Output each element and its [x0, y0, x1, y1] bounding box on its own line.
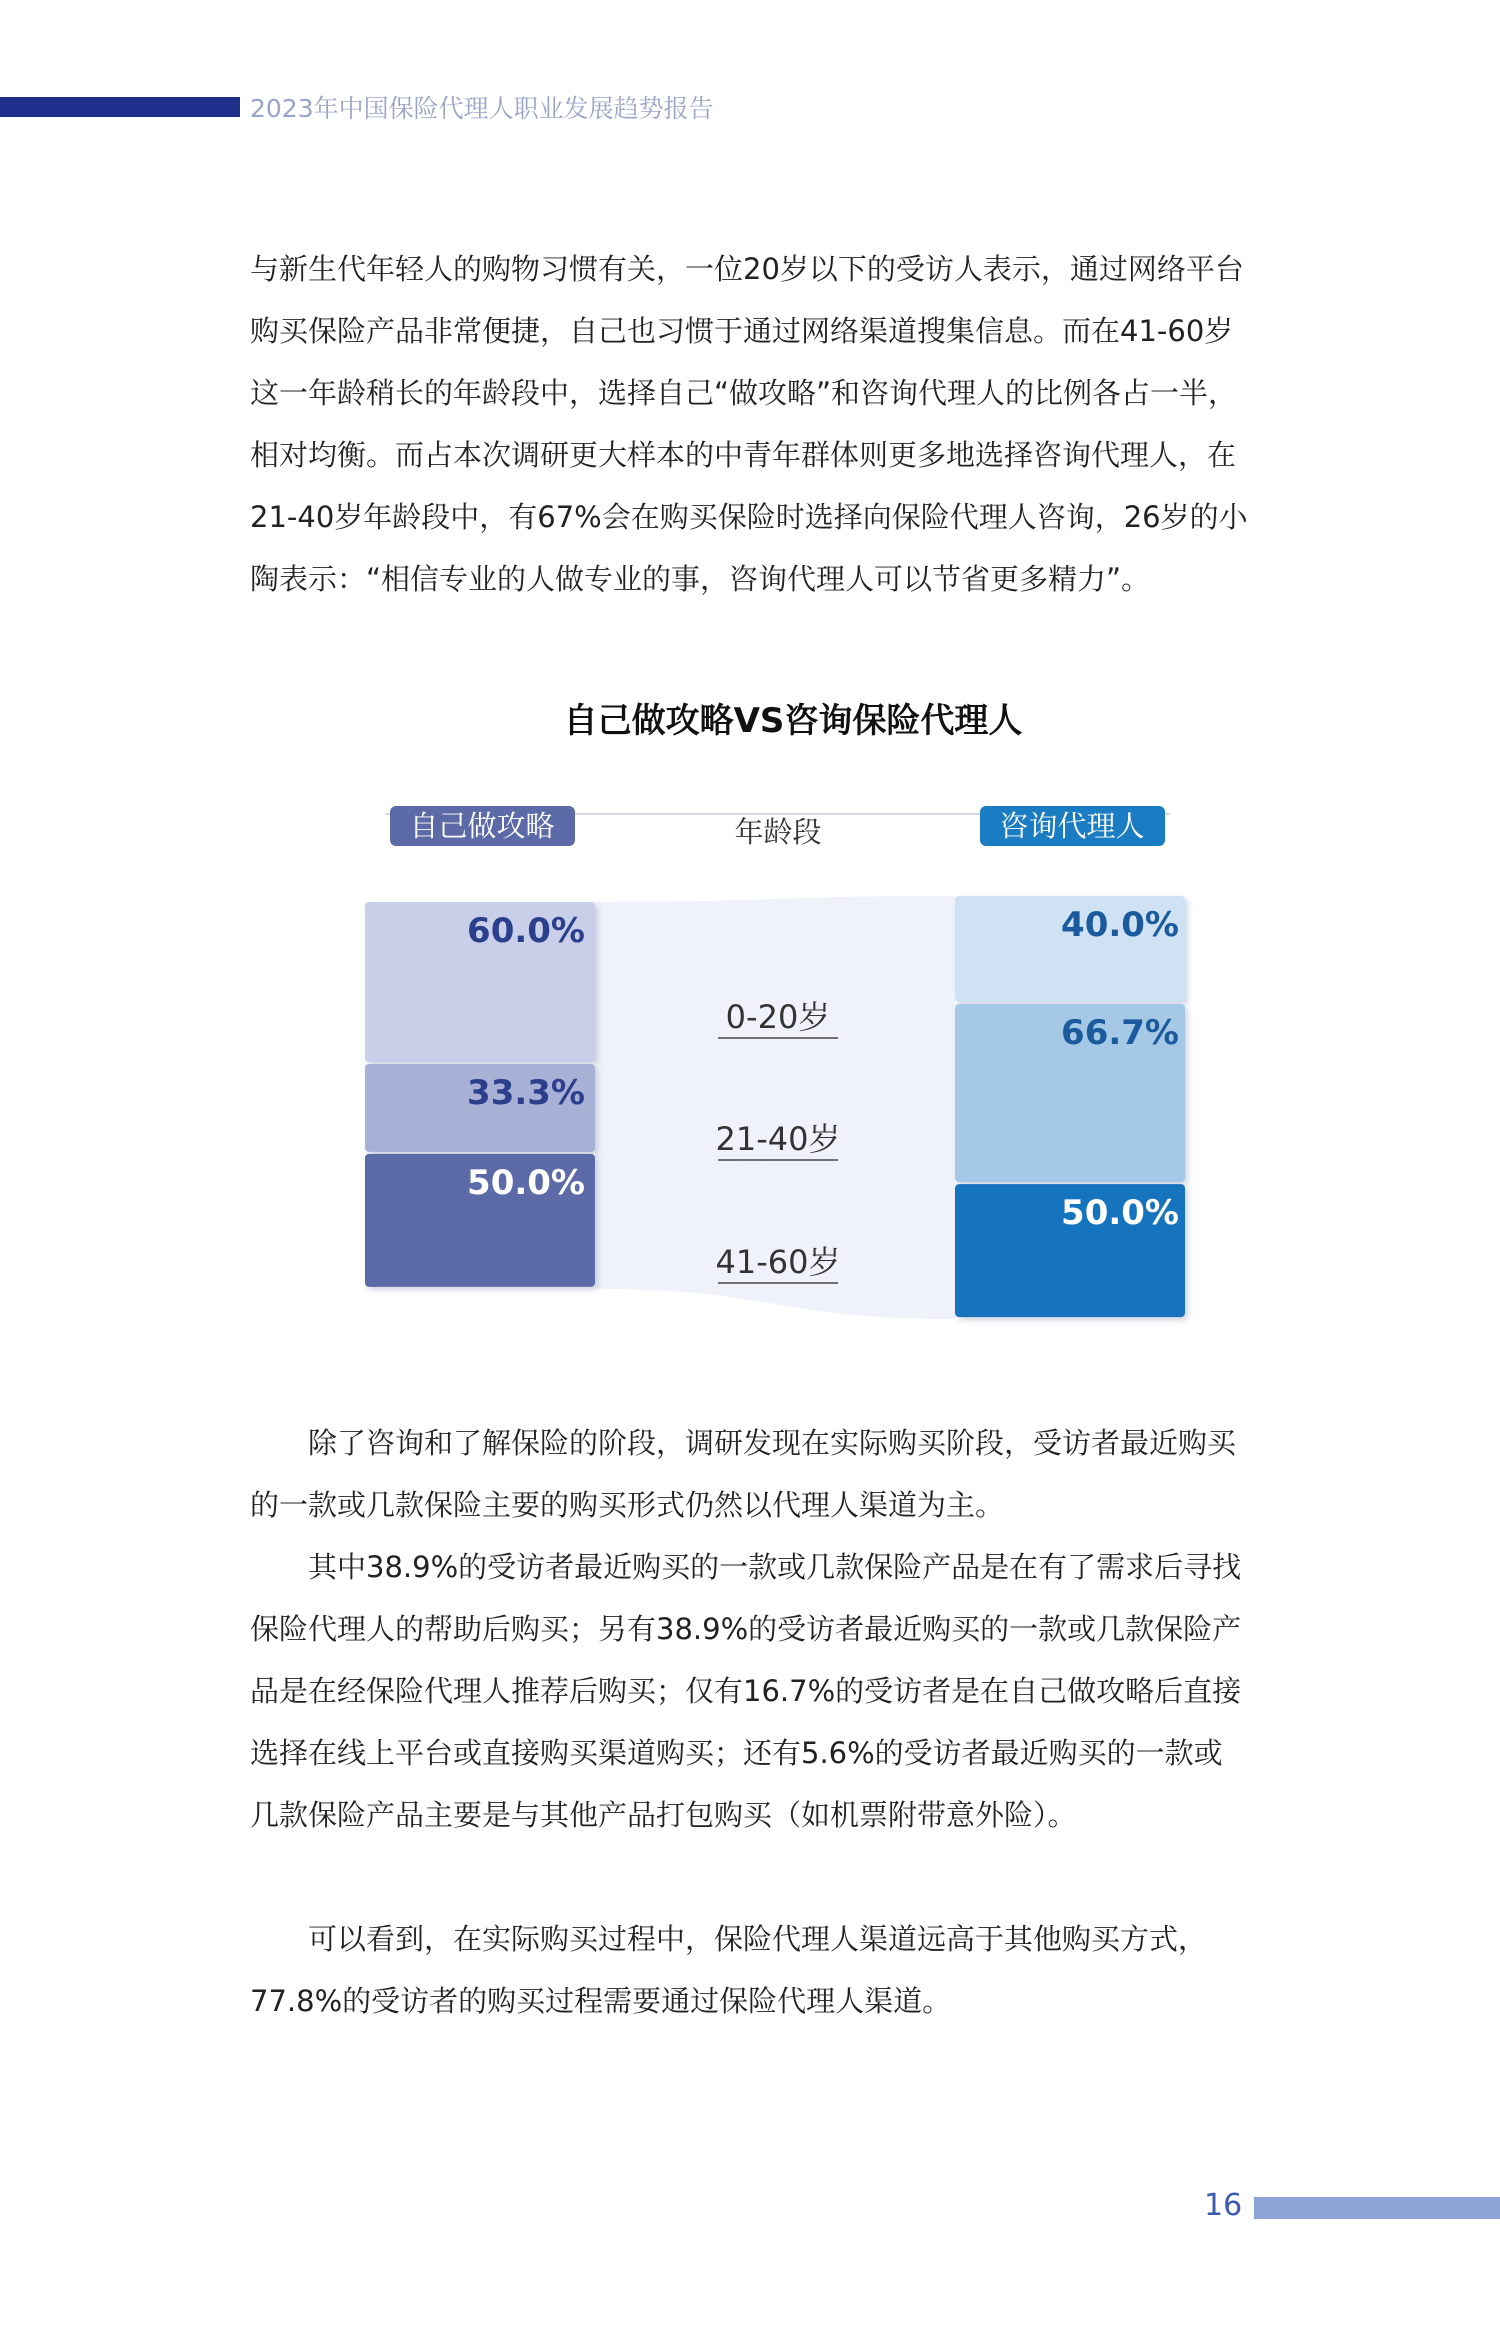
page-number: 16: [1204, 2188, 1243, 2223]
footer-accent-bar: [1254, 2197, 1500, 2219]
paragraph-conclusion: 可以看到，在实际购买过程中，保险代理人渠道远高于其他购买方式，77.8%的受访者的购买过程需要通过保险代理人渠道。: [250, 1922, 1208, 2018]
label-consult-agent-0-20: 40.0%: [1061, 905, 1179, 945]
paragraph-intro: 与新生代年轻人的购物习惯有关，一位20岁以下的受访人表示，通过网络平台购买保险产品非常便捷，自己也习惯于通过网络渠道搜集信息。而在41-60岁这一年龄稍长的年龄段中，选择自己“做攻略”和咨询代理人的比例各占一半，相对均衡。而占本次调研更大样本的中青年群体则更多地选择咨询代理人，在21-40岁年龄段中，有67%会在购买保险时选择向保险代理人咨询，26岁的小陶表示：“相信专业的人做专业的事，咨询代理人可以节省更多精力”。: [250, 252, 1248, 596]
label-consult-agent-21-40: 66.7%: [1061, 1013, 1179, 1053]
label-self-research-41-60: 50.0%: [467, 1162, 585, 1203]
report-title: 2023年中国保险代理人职业发展趋势报告: [250, 94, 714, 123]
left-header-label: 自己做攻略: [409, 809, 555, 843]
center-header-label: 年龄段: [734, 815, 822, 849]
label-self-research-0-20: 60.0%: [467, 911, 585, 951]
label-self-research-21-40: 33.3%: [467, 1073, 585, 1113]
chart-title: 自己做攻略VS咨询保险代理人: [563, 701, 1023, 741]
label-consult-agent-41-60: 50.0%: [1061, 1193, 1179, 1234]
comparison-chart: [340, 790, 1200, 1350]
header-accent-bar: [0, 97, 240, 117]
right-header-label: 咨询代理人: [999, 809, 1145, 843]
age-group-label-0-20: 0-20岁: [725, 998, 831, 1036]
age-group-label-41-60: 41-60岁: [715, 1243, 841, 1281]
paragraph-purchase-breakdown: 其中38.9%的受访者最近购买的一款或几款保险产品是在有了需求后寻找保险代理人的帮助后购买；另有38.9%的受访者最近购买的一款或几款保险产品是在经保险代理人推荐后购买；仅有16.7%的受访者是在自己做攻略后直接选择在线上平台或直接购买渠道购买；还有5.6%的受访者最近购买的一款或几款保险产品主要是与其他产品打包购买（如机票附带意外险）。: [250, 1550, 1242, 1832]
age-group-label-21-40: 21-40岁: [715, 1120, 841, 1158]
paragraph-purchase-stage: 除了咨询和了解保险的阶段，调研发现在实际购买阶段，受访者最近购买的一款或几款保险主要的购买形式仍然以代理人渠道为主。: [250, 1426, 1237, 1522]
